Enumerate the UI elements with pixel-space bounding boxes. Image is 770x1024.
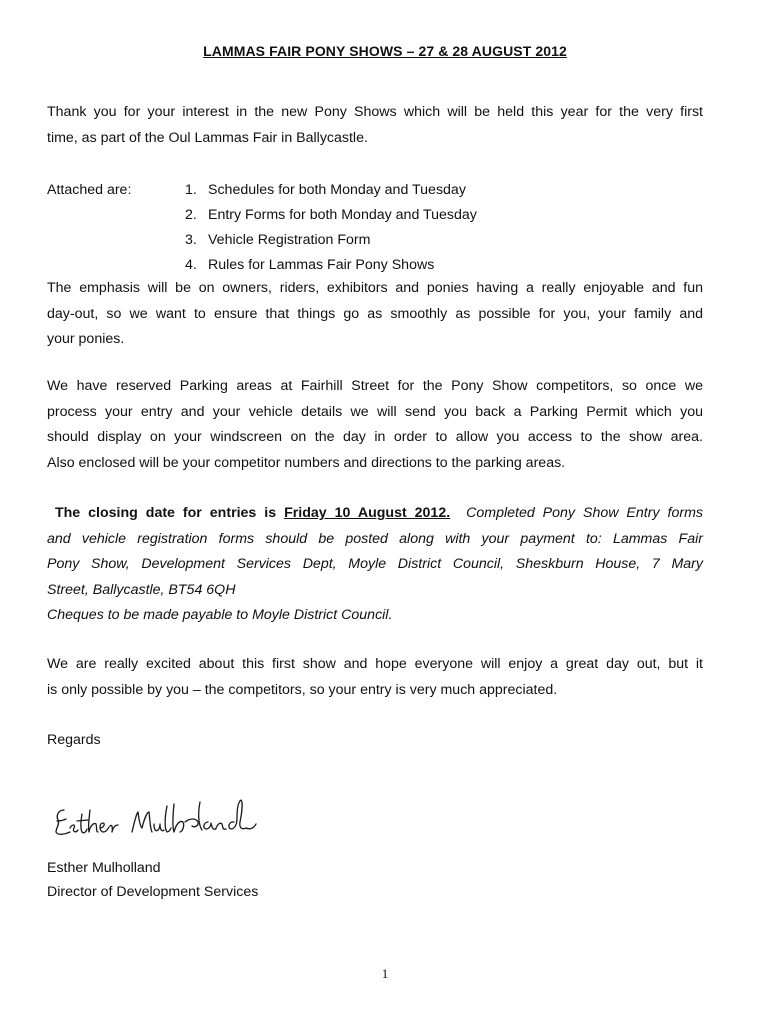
parking-line: We have reserved Parking areas at Fairhill Street for the Pony Show competitors, so once we [47, 378, 703, 394]
list-item-text: Vehicle Registration Form [208, 232, 371, 248]
signatory-name: Esther Mulholland [47, 860, 161, 876]
intro-paragraph [47, 100, 703, 151]
closing-date: Friday 10 August 2012. [284, 505, 451, 521]
letter-title: LAMMAS FAIR PONY SHOWS – 27 & 28 AUGUST 2012 [203, 43, 567, 59]
intro-line: Thank you for your interest in the new Pony Shows which will be held this year for the very first [47, 104, 703, 120]
list-item-number: 3. [185, 232, 197, 248]
handwritten-signature [50, 788, 280, 844]
signatory-role: Director of Development Services [47, 884, 259, 900]
excited-line: is only possible by you – the competitors, so your entry is very much appreciated. [47, 681, 558, 698]
regards [47, 728, 703, 754]
list-item [185, 203, 477, 228]
closing-line [47, 501, 703, 527]
list-item-number: 4. [185, 257, 197, 273]
attached-list [185, 178, 477, 278]
emphasis-paragraph [47, 276, 703, 353]
emphasis-line: The emphasis will be on owners, riders, exhibitors and ponies having a really enjoyable and fun [47, 280, 703, 296]
parking-line: Also enclosed will be your competitor numbers and directions to the parking areas. [47, 454, 566, 471]
emphasis-line: your ponies. [47, 331, 125, 347]
list-item-number: 1. [185, 182, 197, 198]
closing-line: Pony Show, Development Services Dept, Moyle District Council, Sheskburn House, 7 Mary [47, 556, 703, 572]
emphasis-line: day-out, so we want to ensure that things go as smoothly as possible for you, your family and [47, 305, 703, 322]
closing-address-line: Street, Ballycastle, BT54 6QH [47, 581, 236, 598]
signatory-block [47, 856, 258, 904]
cheques-line: Cheques to be made payable to Moyle District Council. [47, 607, 393, 623]
parking-line: should display on your windscreen on the day in order to allow you access to the show area. [47, 429, 703, 445]
parking-line: process your entry and your vehicle details we will send you back a Parking Permit which you [47, 403, 703, 420]
excited-paragraph [47, 652, 703, 703]
list-item [185, 178, 477, 203]
closing-line: and vehicle registration forms should be posted along with your payment to: Lammas Fair [47, 530, 703, 547]
excited-line: We are really excited about this first show and hope everyone will enjoy a great day out, but it [47, 656, 703, 672]
list-item [185, 228, 477, 253]
list-item-text: Entry Forms for both Monday and Tuesday [208, 207, 477, 223]
closing-paragraph [47, 501, 703, 629]
list-item-text: Schedules for both Monday and Tuesday [208, 182, 466, 198]
parking-paragraph [47, 374, 703, 476]
attached-label: Attached are: [47, 182, 132, 198]
intro-line: time, as part of the Oul Lammas Fair in Ballycastle. [47, 129, 368, 146]
closing-date-lead: The closing date for entries is [54, 505, 277, 521]
regards-text: Regards [47, 732, 101, 748]
list-item [185, 253, 477, 278]
closing-instruction: Completed Pony Show Entry forms [466, 505, 703, 521]
page-number: 1 [381, 966, 389, 981]
list-item-number: 2. [185, 207, 197, 223]
list-item-text: Rules for Lammas Fair Pony Shows [208, 257, 435, 273]
